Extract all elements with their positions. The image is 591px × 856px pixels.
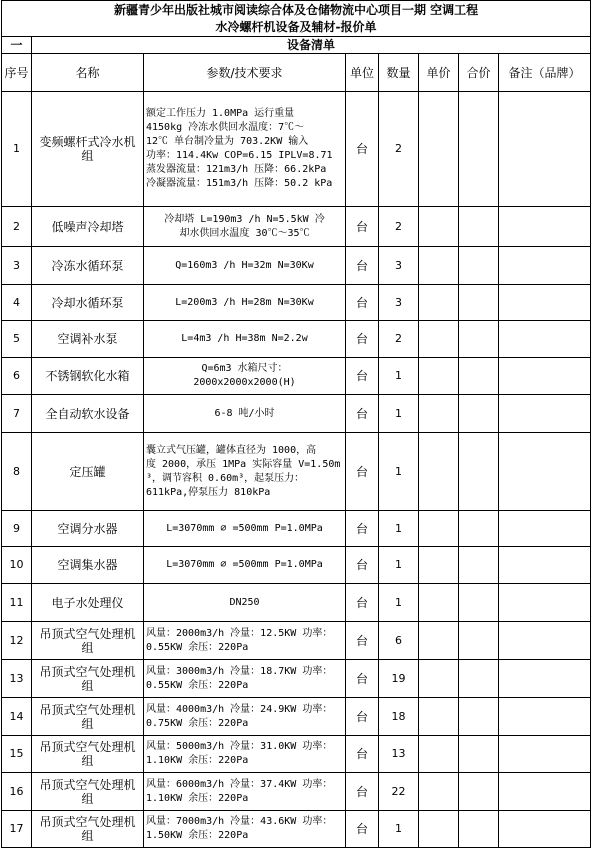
table-row <box>2 698 591 736</box>
row-price <box>419 321 459 358</box>
row-total <box>459 511 499 547</box>
spec-line: 0.75KW 余压：220Pa <box>146 717 249 729</box>
col-header-note: 备注（品牌） <box>499 54 591 92</box>
row-note <box>499 247 591 285</box>
row-note <box>499 773 591 811</box>
row-seq: 1 <box>2 92 32 207</box>
table-row <box>2 511 591 547</box>
row-unit: 台 <box>346 811 379 848</box>
table-body <box>2 92 591 848</box>
row-name: 吊顶式空气处理机组 <box>32 811 144 848</box>
row-note <box>499 736 591 773</box>
row-unit: 台 <box>346 321 379 358</box>
row-total <box>459 321 499 358</box>
row-spec <box>144 811 346 848</box>
row-seq: 5 <box>2 321 32 358</box>
row-seq: 8 <box>2 433 32 511</box>
row-total <box>459 736 499 773</box>
spec-line: 风量：4000m3/h 冷量：24.9KW 功率： <box>146 703 333 715</box>
spec-line: 冷却塔 L=190m3 /h N=5.5kW 冷 <box>164 213 325 225</box>
row-price <box>419 622 459 660</box>
row-seq: 7 <box>2 395 32 433</box>
row-total <box>459 207 499 247</box>
row-seq: 3 <box>2 247 32 285</box>
spec-line: 冷凝器流量：151m3/h 压降：50.2 kPa <box>146 178 333 189</box>
row-note <box>499 547 591 584</box>
title-row-1 <box>2 1 591 19</box>
row-note <box>499 584 591 622</box>
spec-line: L=3070mm ⌀ =500mm P=1.0MPa <box>166 522 323 534</box>
spec-line: 风量：5000m3/h 冷量：31.0KW 功率： <box>146 741 333 752</box>
row-total <box>459 92 499 207</box>
row-note <box>499 92 591 207</box>
row-qty: 19 <box>379 660 419 698</box>
row-name: 空调补水泵 <box>32 321 144 358</box>
spec-line: 1.50KW 余压：220Pa <box>146 830 249 841</box>
row-price <box>419 358 459 395</box>
document-subtitle: 水冷螺杆机设备及辅材-报价单 <box>2 19 591 37</box>
table-row <box>2 285 591 321</box>
row-price <box>419 433 459 511</box>
spec-line: 12℃ 单台制冷量为 703.2KW 输入 <box>146 136 309 147</box>
col-header-total: 合价 <box>459 54 499 92</box>
row-unit: 台 <box>346 358 379 395</box>
row-price <box>419 736 459 773</box>
row-unit: 台 <box>346 207 379 247</box>
row-seq: 12 <box>2 622 32 660</box>
row-seq: 15 <box>2 736 32 773</box>
spec-line: L=200m3 /h H=28m N=30Kw <box>175 296 314 308</box>
table-row <box>2 433 591 511</box>
row-unit: 台 <box>346 247 379 285</box>
table-row <box>2 660 591 698</box>
row-total <box>459 773 499 811</box>
spec-line: 4150kg 冷冻水供回水温度：7℃～ <box>146 122 305 133</box>
row-seq: 10 <box>2 547 32 584</box>
row-unit: 台 <box>346 547 379 584</box>
col-header-name: 名称 <box>32 54 144 92</box>
row-spec <box>144 207 346 247</box>
spec-line: DN250 <box>229 596 260 608</box>
row-note <box>499 395 591 433</box>
spec-line: 额定工作压力 1.0MPa 运行重量 <box>146 108 295 119</box>
row-spec <box>144 698 346 736</box>
spec-line: 度 2000，承压 1MPa 实际容量 V=1.50m <box>146 458 341 470</box>
row-seq: 13 <box>2 660 32 698</box>
row-seq: 4 <box>2 285 32 321</box>
spec-line: 2000x2000x2000(H) <box>193 377 296 388</box>
row-spec <box>144 358 346 395</box>
row-unit: 台 <box>346 584 379 622</box>
row-qty: 2 <box>379 207 419 247</box>
row-price <box>419 547 459 584</box>
row-price <box>419 660 459 698</box>
row-name: 冷却水循环泵 <box>32 285 144 321</box>
row-unit: 台 <box>346 622 379 660</box>
row-seq: 11 <box>2 584 32 622</box>
table-row <box>2 584 591 622</box>
row-spec <box>144 433 346 511</box>
col-header-price: 单价 <box>419 54 459 92</box>
row-spec <box>144 547 346 584</box>
row-price <box>419 285 459 321</box>
row-qty: 2 <box>379 321 419 358</box>
header-row <box>2 54 591 92</box>
spec-line: 风量：7000m3/h 冷量：43.6KW 功率： <box>146 816 333 827</box>
quotation-table <box>1 0 591 848</box>
row-unit: 台 <box>346 433 379 511</box>
row-name: 变频螺杆式冷水机组 <box>32 92 144 207</box>
row-qty: 1 <box>379 511 419 547</box>
row-spec <box>144 622 346 660</box>
spec-line: L=3070mm ⌀ =500mm P=1.0MPa <box>166 559 323 570</box>
row-price <box>419 207 459 247</box>
table-row <box>2 358 591 395</box>
row-price <box>419 773 459 811</box>
row-seq: 14 <box>2 698 32 736</box>
spec-line: 6-8 吨/小时 <box>214 407 275 419</box>
spec-line: Q=160m3 /h H=32m N=30Kw <box>175 259 314 271</box>
row-spec <box>144 660 346 698</box>
row-note <box>499 660 591 698</box>
spec-line: 功率：114.4Kw COP=6.15 IPLV=8.71 <box>146 150 333 161</box>
row-price <box>419 247 459 285</box>
col-header-unit: 单位 <box>346 54 379 92</box>
row-note <box>499 622 591 660</box>
row-spec <box>144 736 346 773</box>
spec-line: 611kPa,停泵压力 810kPa <box>146 486 271 498</box>
row-total <box>459 285 499 321</box>
row-total <box>459 698 499 736</box>
spec-line: 风量：6000m3/h 冷量：37.4KW 功率： <box>146 778 333 790</box>
row-name: 吊顶式空气处理机组 <box>32 773 144 811</box>
table-row <box>2 622 591 660</box>
row-total <box>459 584 499 622</box>
spec-line: 风量：2000m3/h 冷量：12.5KW 功率： <box>146 627 333 639</box>
row-total <box>459 433 499 511</box>
row-qty: 18 <box>379 698 419 736</box>
spec-line: ³，调节容积 0.60m³，起泵压力： <box>146 472 305 484</box>
row-name: 吊顶式空气处理机组 <box>32 698 144 736</box>
spec-line: 1.10KW 余压：220Pa <box>146 755 249 766</box>
row-note <box>499 698 591 736</box>
row-name: 低噪声冷却塔 <box>32 207 144 247</box>
row-name: 吊顶式空气处理机组 <box>32 660 144 698</box>
row-qty: 1 <box>379 358 419 395</box>
row-name: 电子水处理仪 <box>32 584 144 622</box>
row-name: 吊顶式空气处理机组 <box>32 622 144 660</box>
row-total <box>459 547 499 584</box>
row-spec <box>144 584 346 622</box>
row-note <box>499 433 591 511</box>
row-name: 全自动软水设备 <box>32 395 144 433</box>
section-number: 一 <box>2 37 32 54</box>
row-note <box>499 358 591 395</box>
col-header-seq: 序号 <box>2 54 32 92</box>
row-price <box>419 698 459 736</box>
row-total <box>459 660 499 698</box>
spec-line: 风量：3000m3/h 冷量：18.7KW 功率： <box>146 665 333 677</box>
row-price <box>419 395 459 433</box>
section-row <box>2 37 591 54</box>
row-qty: 1 <box>379 395 419 433</box>
col-header-spec: 参数/技术要求 <box>144 54 346 92</box>
row-seq: 2 <box>2 207 32 247</box>
row-price <box>419 811 459 848</box>
spec-line: 囊立式气压罐，罐体直径为 1000，高 <box>146 444 317 456</box>
table-row <box>2 321 591 358</box>
row-name: 冷冻水循环泵 <box>32 247 144 285</box>
row-spec <box>144 321 346 358</box>
row-total <box>459 358 499 395</box>
row-seq: 9 <box>2 511 32 547</box>
row-spec <box>144 247 346 285</box>
row-qty: 1 <box>379 811 419 848</box>
spec-line: 0.55KW 余压：220Pa <box>146 679 249 691</box>
spec-line: L=4m3 /h H=38m N=2.2w <box>181 333 308 344</box>
table-row <box>2 395 591 433</box>
row-unit: 台 <box>346 285 379 321</box>
row-qty: 2 <box>379 92 419 207</box>
row-spec <box>144 285 346 321</box>
row-price <box>419 511 459 547</box>
row-spec <box>144 92 346 207</box>
table-row <box>2 247 591 285</box>
table-row <box>2 736 591 773</box>
row-name: 空调集水器 <box>32 547 144 584</box>
table-row <box>2 547 591 584</box>
table-row <box>2 773 591 811</box>
row-total <box>459 622 499 660</box>
spec-line: Q=6m3 水箱尺寸： <box>201 363 288 374</box>
row-spec <box>144 773 346 811</box>
section-label: 设备清单 <box>32 37 591 54</box>
row-spec <box>144 395 346 433</box>
row-spec <box>144 511 346 547</box>
row-note <box>499 321 591 358</box>
spec-line: 0.55KW 余压：220Pa <box>146 641 249 653</box>
col-header-qty: 数量 <box>379 54 419 92</box>
table-row <box>2 92 591 207</box>
title-row-2 <box>2 19 591 37</box>
row-qty: 6 <box>379 622 419 660</box>
row-qty: 22 <box>379 773 419 811</box>
table-row <box>2 811 591 848</box>
row-total <box>459 811 499 848</box>
spec-line: 蒸发器流量：121m3/h 压降：66.2kPa <box>146 164 327 175</box>
row-qty: 3 <box>379 247 419 285</box>
spec-line: 1.10KW 余压：220Pa <box>146 792 249 804</box>
row-qty: 13 <box>379 736 419 773</box>
row-unit: 台 <box>346 395 379 433</box>
row-unit: 台 <box>346 773 379 811</box>
row-unit: 台 <box>346 660 379 698</box>
row-note <box>499 207 591 247</box>
row-qty: 1 <box>379 584 419 622</box>
row-name: 定压罐 <box>32 433 144 511</box>
row-total <box>459 395 499 433</box>
table-row <box>2 207 591 247</box>
row-seq: 6 <box>2 358 32 395</box>
row-unit: 台 <box>346 511 379 547</box>
row-unit: 台 <box>346 92 379 207</box>
row-note <box>499 511 591 547</box>
row-note <box>499 811 591 848</box>
row-note <box>499 285 591 321</box>
spec-line: 却水供回水温度 30℃～35℃ <box>179 227 310 239</box>
row-name: 空调分水器 <box>32 511 144 547</box>
row-seq: 17 <box>2 811 32 848</box>
row-unit: 台 <box>346 736 379 773</box>
row-qty: 1 <box>379 433 419 511</box>
document-title: 新疆青少年出版社城市阅读综合体及仓储物流中心项目一期 空调工程 <box>2 1 591 19</box>
row-name: 吊顶式空气处理机组 <box>32 736 144 773</box>
row-unit: 台 <box>346 698 379 736</box>
row-name: 不锈钢软化水箱 <box>32 358 144 395</box>
row-seq: 16 <box>2 773 32 811</box>
row-price <box>419 584 459 622</box>
row-qty: 3 <box>379 285 419 321</box>
row-price <box>419 92 459 207</box>
row-qty: 1 <box>379 547 419 584</box>
row-total <box>459 247 499 285</box>
